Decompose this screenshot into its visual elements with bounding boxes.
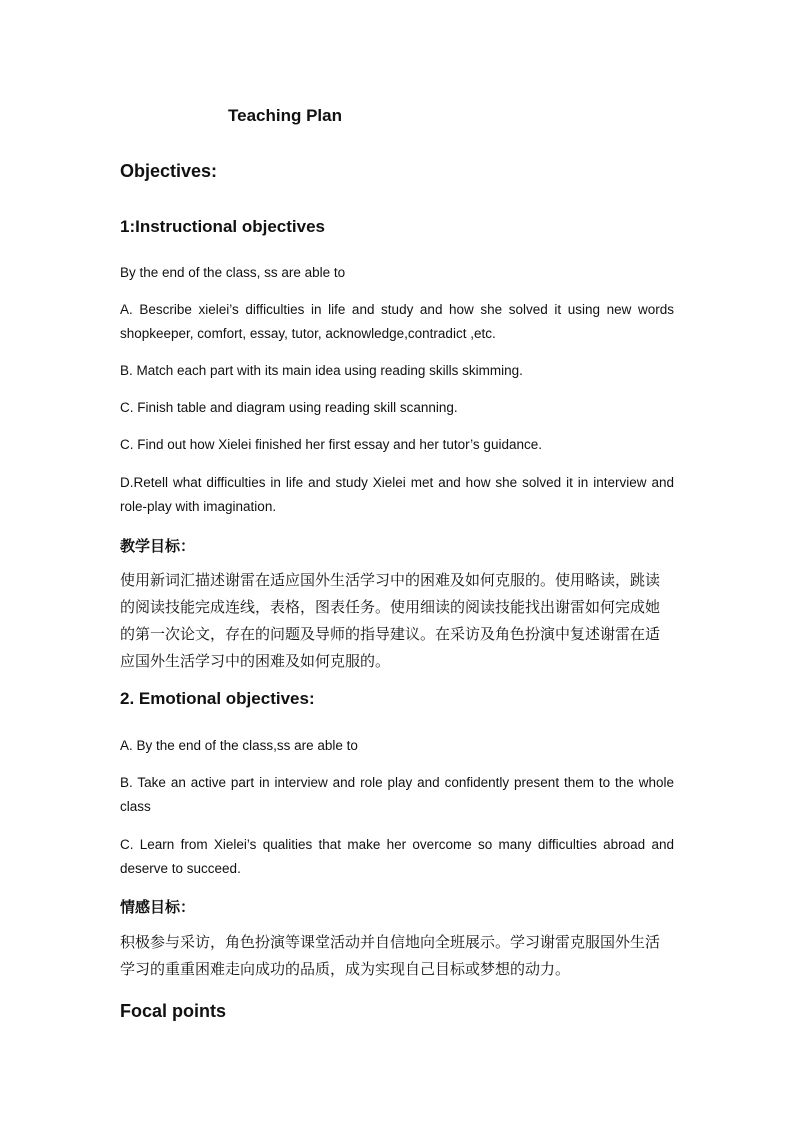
instructional-objectives-heading: 1:Instructional objectives (120, 217, 325, 236)
emotional-item-c: C. Learn from Xielei’s qualities that make her overcome so many difficulties abroad and deserve to succeed. (120, 837, 674, 876)
instructional-item-b: B. Match each part with its main idea using reading skills skimming. (120, 363, 523, 378)
emotional-item-a: A. By the end of the class,ss are able to (120, 738, 358, 753)
teaching-objectives-cn-text: 使用新词汇描述谢雷在适应国外生活学习中的困难及如何克服的。使用略读，跳读的阅读技能完成连线，表格，图表任务。使用细读的阅读技能找出谢雷如何完成她的第一次论文，存在的问题及导师的指导建议。在采访及角色扮演中复述谢雷在适应国外生活学习中的困难及如何克服的。 (120, 571, 661, 670)
document-title: Teaching Plan (228, 106, 342, 125)
instructional-item-d: D.Retell what difficulties in life and study Xielei met and how she solved it in interview and role-play with imagination. (120, 475, 674, 514)
instructional-item-a: A. Bescribe xielei’s difficulties in life and study and how she solved it using new words shopkeeper, comfort, essay, tutor, acknowledge,contradict ,etc. (120, 302, 674, 341)
objectives-heading: Objectives: (120, 161, 218, 181)
instructional-intro: By the end of the class, ss are able to (120, 265, 346, 280)
emotional-item-b: B. Take an active part in interview and role play and confidently present them to the whole class (120, 775, 674, 814)
emotional-objectives-cn-text: 积极参与采访，角色扮演等课堂活动并自信地向全班展示。学习谢雷克服国外生活学习的重重困难走向成功的品质，成为实现自己目标或梦想的动力。 (120, 933, 661, 978)
focal-points-heading: Focal points (120, 1001, 227, 1021)
instructional-item-c2: C. Find out how Xielei finished her first essay and her tutor’s guidance. (120, 437, 542, 452)
instructional-item-c: C. Finish table and diagram using reading skill scanning. (120, 400, 458, 415)
emotional-objectives-cn-heading: 情感目标： (120, 899, 196, 916)
emotional-objectives-heading: 2. Emotional objectives: (120, 689, 315, 708)
teaching-objectives-cn-heading: 教学目标： (120, 538, 196, 555)
